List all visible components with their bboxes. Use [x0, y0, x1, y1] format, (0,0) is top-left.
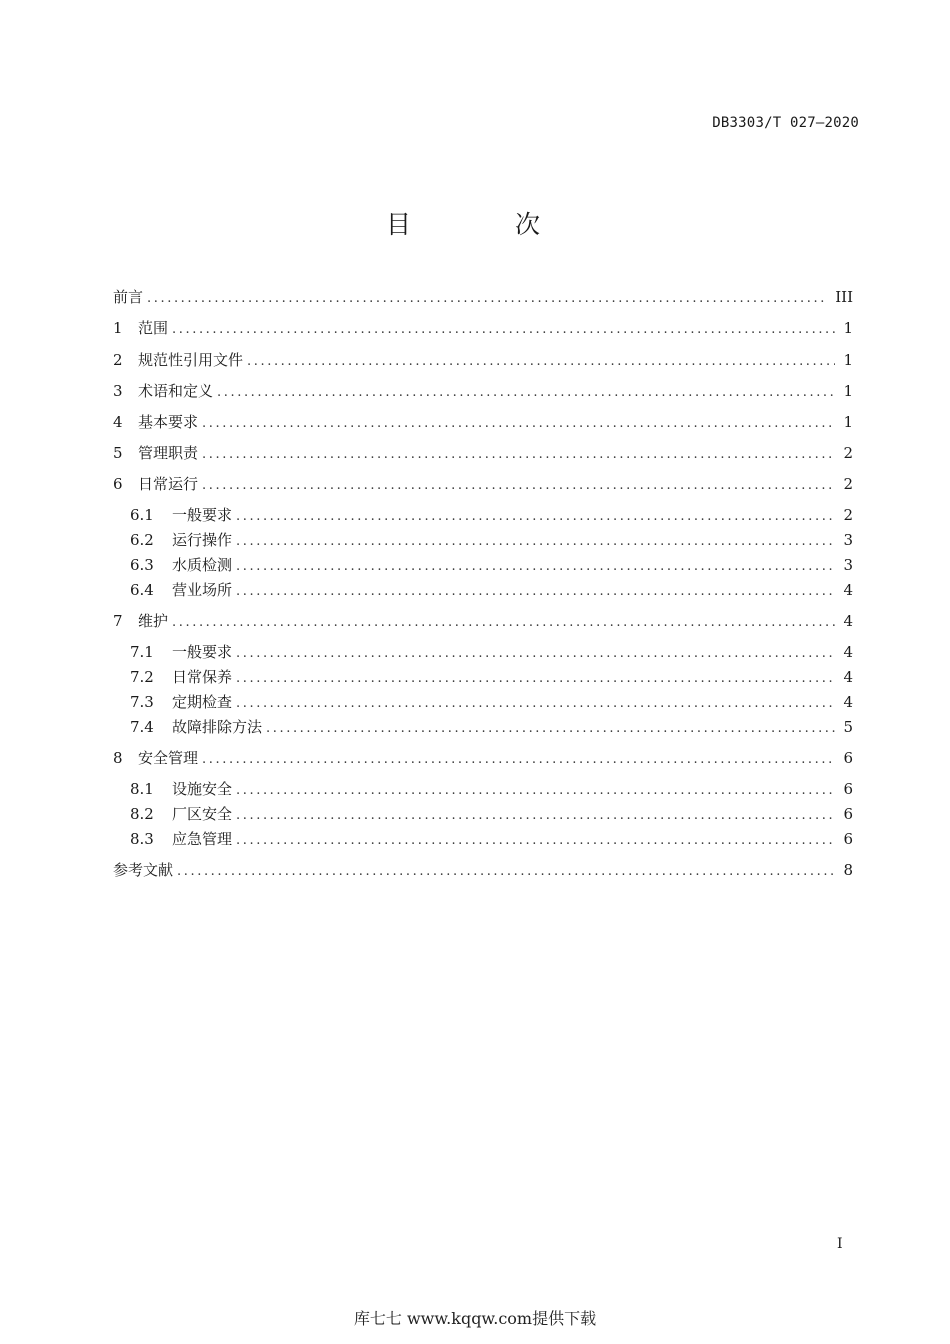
toc-entry-page: 1	[843, 351, 853, 369]
toc-entry-6-1[interactable]	[130, 504, 853, 526]
toc-entry-label: 日常运行	[138, 475, 199, 493]
toc-entry-page: 2	[843, 444, 853, 462]
toc-entry-number: 7.3	[130, 693, 154, 711]
toc-leader-dots	[202, 413, 835, 435]
toc-leader-dots	[266, 718, 835, 740]
toc-entry-label: 水质检测	[172, 556, 233, 574]
toc-leader-dots	[172, 612, 835, 634]
toc-entry-safety-management[interactable]	[113, 747, 853, 769]
toc-leader-dots	[236, 693, 835, 715]
toc-entry-label: 故障排除方法	[172, 718, 263, 736]
toc-entry-label: 应急管理	[172, 830, 233, 848]
toc-entry-label: 范围	[138, 319, 169, 337]
toc-entry-page: 6	[843, 805, 853, 823]
toc-entry-label: 术语和定义	[138, 382, 214, 400]
toc-entry-7-1[interactable]	[130, 641, 853, 663]
toc-entry-management-duties[interactable]	[113, 442, 853, 464]
toc-entry-number: 7	[113, 612, 123, 630]
toc-entry-page: 5	[843, 718, 853, 736]
toc-entry-number: 2	[113, 351, 123, 369]
toc-entry-number: 8.3	[130, 830, 154, 848]
toc-leader-dots	[172, 319, 835, 341]
toc-entry-8-1[interactable]	[130, 778, 853, 800]
toc-entry-6-3[interactable]	[130, 554, 853, 576]
toc-entry-label: 一般要求	[172, 643, 233, 661]
toc-entry-scope[interactable]	[113, 317, 853, 339]
toc-leader-dots	[217, 382, 835, 404]
toc-entry-7-4[interactable]	[130, 716, 853, 738]
toc-leader-dots	[236, 668, 835, 690]
toc-entry-page: 4	[843, 643, 853, 661]
toc-leader-dots	[202, 475, 835, 497]
toc-entry-page: III	[835, 288, 853, 306]
document-code: DB3303/T 027—2020	[712, 115, 859, 131]
toc-entry-label: 安全管理	[138, 749, 199, 767]
toc-leader-dots	[147, 288, 827, 310]
toc-leader-dots	[202, 749, 835, 771]
toc-entry-number: 8.1	[130, 780, 154, 798]
toc-entry-number: 6.4	[130, 581, 154, 599]
toc-entry-label: 厂区安全	[172, 805, 233, 823]
toc-entry-7-2[interactable]	[130, 666, 853, 688]
toc-entry-6-2[interactable]	[130, 529, 853, 551]
toc-entry-foreword[interactable]	[113, 286, 853, 308]
toc-entry-page: 4	[843, 612, 853, 630]
toc-entry-page: 1	[843, 319, 853, 337]
toc-entry-number: 8.2	[130, 805, 154, 823]
toc-entry-page: 1	[843, 382, 853, 400]
toc-leader-dots	[236, 830, 835, 852]
toc-entry-number: 5	[113, 444, 123, 462]
toc-leader-dots	[236, 556, 835, 578]
toc-entry-terms[interactable]	[113, 380, 853, 402]
toc-entry-page: 4	[843, 693, 853, 711]
toc-entry-number: 1	[113, 319, 123, 337]
toc-entry-page: 4	[843, 668, 853, 686]
toc-entry-label: 维护	[138, 612, 169, 630]
toc-entry-bibliography[interactable]	[113, 859, 853, 881]
toc-entry-page: 2	[843, 475, 853, 493]
toc-entry-basic-requirements[interactable]	[113, 411, 853, 433]
toc-entry-page: 6	[843, 749, 853, 767]
toc-entry-label: 设施安全	[172, 780, 233, 798]
toc-entry-8-3[interactable]	[130, 828, 853, 850]
toc-entry-page: 6	[843, 780, 853, 798]
toc-leader-dots	[247, 351, 835, 373]
toc-entry-page: 2	[843, 506, 853, 524]
toc-entry-number: 7.2	[130, 668, 154, 686]
toc-entry-number: 8	[113, 749, 123, 767]
toc-leader-dots	[236, 581, 835, 603]
toc-entry-page: 3	[843, 531, 853, 549]
toc-entry-6-4[interactable]	[130, 579, 853, 601]
toc-leader-dots	[236, 506, 835, 528]
toc-entry-label: 基本要求	[138, 413, 199, 431]
toc-title: 目 次	[386, 210, 588, 239]
toc-entry-maintenance[interactable]	[113, 610, 853, 632]
toc-leader-dots	[236, 531, 835, 553]
toc-entry-daily-operation[interactable]	[113, 473, 853, 495]
toc-leader-dots	[236, 780, 835, 802]
toc-leader-dots	[236, 805, 835, 827]
toc-entry-number: 6.2	[130, 531, 154, 549]
toc-leader-dots	[202, 444, 835, 466]
toc-entry-label: 运行操作	[172, 531, 233, 549]
toc-entry-page: 4	[843, 581, 853, 599]
toc-entry-number: 4	[113, 413, 123, 431]
toc-entry-label: 规范性引用文件	[138, 351, 244, 369]
toc-entry-label: 管理职责	[138, 444, 199, 462]
toc-entry-8-2[interactable]	[130, 803, 853, 825]
toc-entry-page: 6	[843, 830, 853, 848]
toc-entry-label: 日常保养	[172, 668, 233, 686]
toc-entry-number: 7.4	[130, 718, 154, 736]
toc-entry-label: 前言	[113, 288, 144, 306]
toc-entry-number: 6.1	[130, 506, 154, 524]
toc-entry-7-3[interactable]	[130, 691, 853, 713]
toc-entry-label: 营业场所	[172, 581, 233, 599]
toc-entry-number: 6	[113, 475, 123, 493]
page-number: I	[837, 1236, 843, 1252]
toc-entry-number: 3	[113, 382, 123, 400]
toc-entry-label: 一般要求	[172, 506, 233, 524]
toc-entry-label: 定期检查	[172, 693, 233, 711]
toc-leader-dots	[236, 643, 835, 665]
toc-entry-number: 6.3	[130, 556, 154, 574]
toc-leader-dots	[177, 861, 835, 883]
toc-entry-page: 3	[843, 556, 853, 574]
toc-entry-page: 8	[843, 861, 853, 879]
toc-entry-label: 参考文献	[113, 861, 174, 879]
toc-entry-page: 1	[843, 413, 853, 431]
toc-entry-number: 7.1	[130, 643, 154, 661]
download-watermark: 库七七 www.kqqw.com提供下载	[353, 1309, 597, 1328]
toc-entry-normative-references[interactable]	[113, 349, 853, 371]
